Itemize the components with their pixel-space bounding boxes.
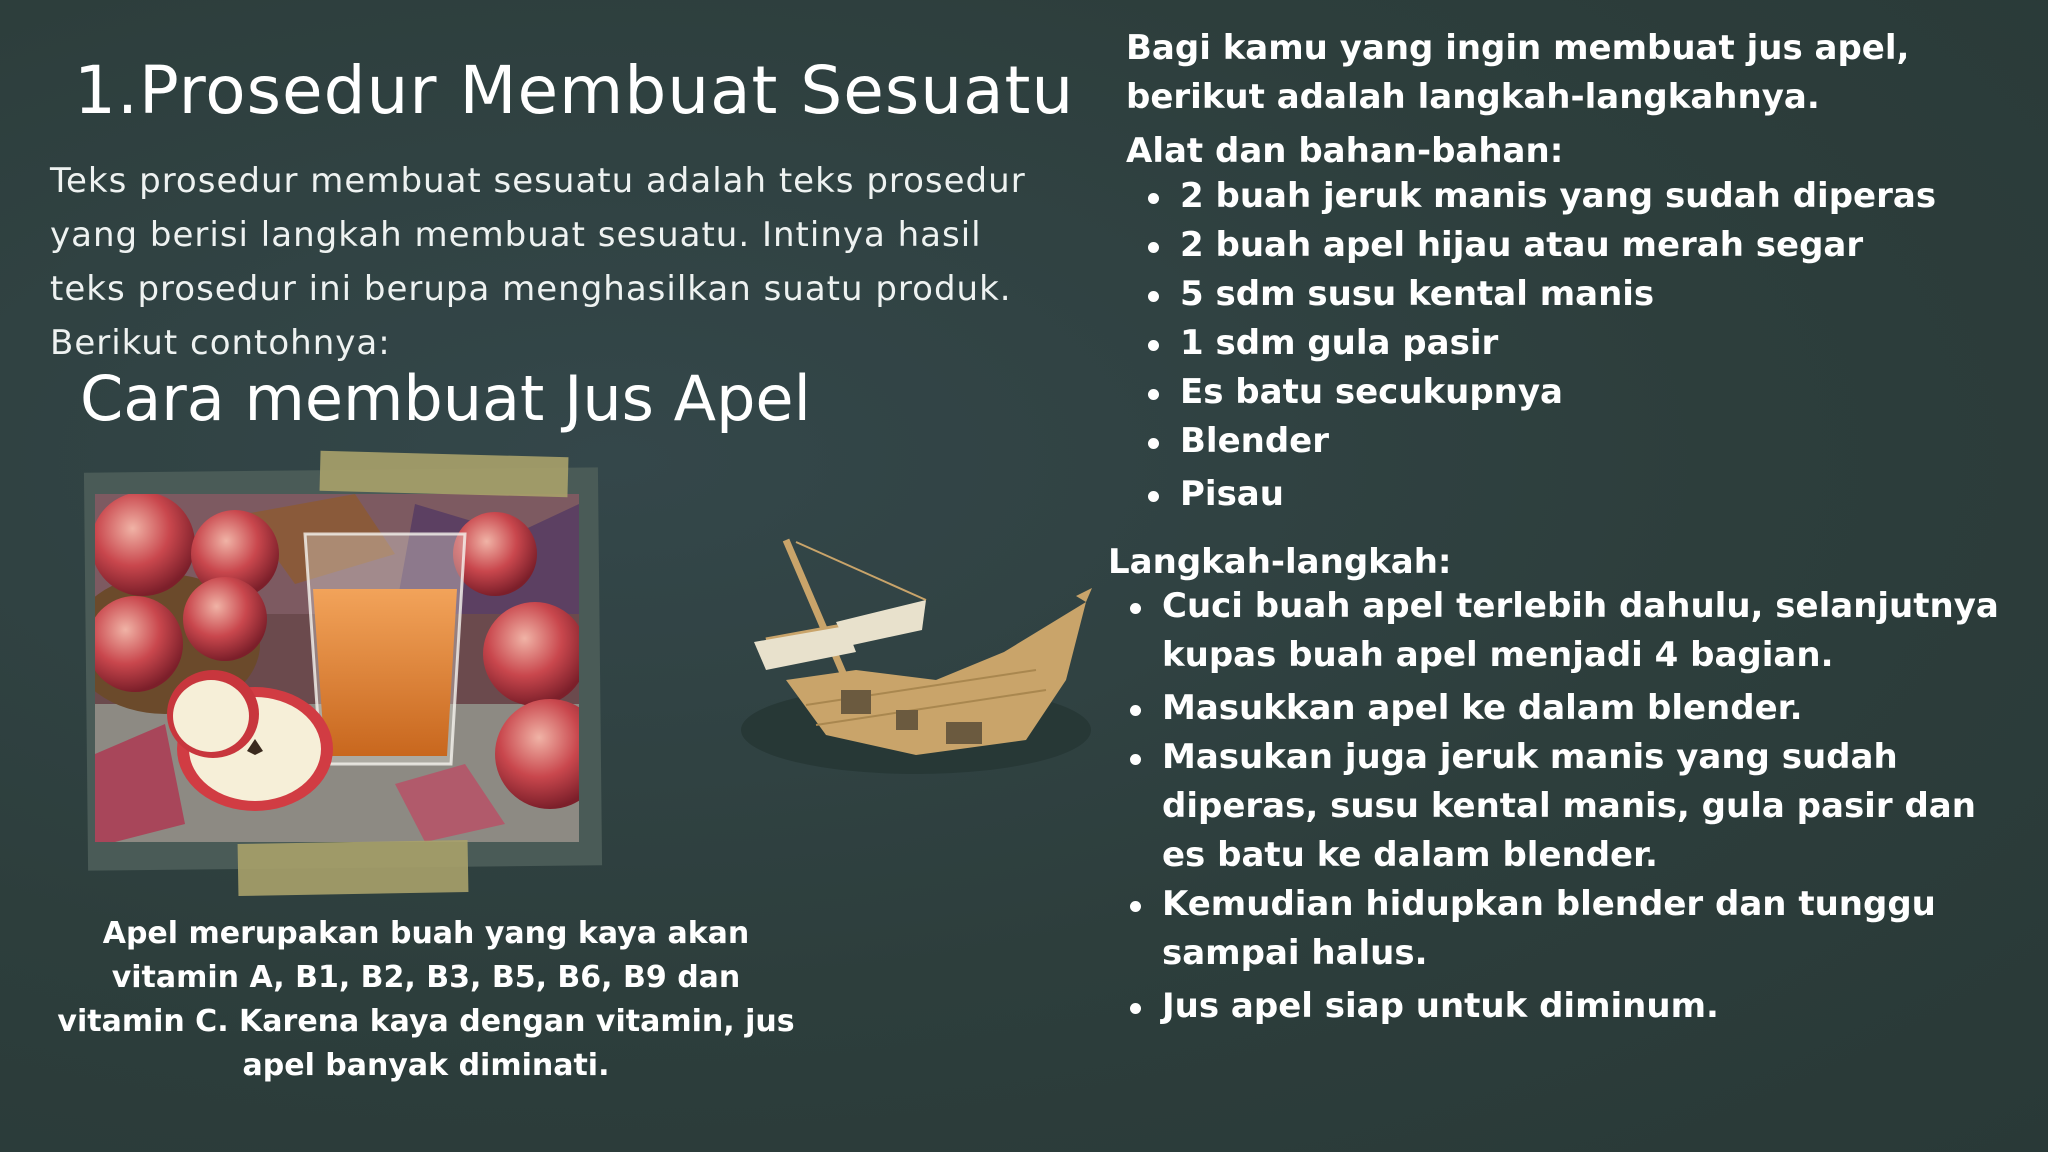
list-item: Jus apel siap untuk diminum. bbox=[1128, 982, 2028, 1031]
list-item: Masukkan apel ke dalam blender. bbox=[1128, 684, 2028, 733]
recipe-intro: Bagi kamu yang ingin membuat jus apel, berikut adalah langkah-langkahnya. bbox=[1126, 28, 1910, 117]
tape-decoration-top bbox=[320, 451, 569, 497]
list-item: Cuci buah apel terlebih dahulu, selanjutnya kupas buah apel menjadi 4 bagian. bbox=[1128, 582, 2028, 680]
list-item: Pisau bbox=[1146, 470, 1936, 519]
list-item: Masukan juga jeruk manis yang sudah diperas, susu kental manis, gula pasir dan es batu ke dalam blender. bbox=[1128, 733, 2028, 880]
list-item: 2 buah jeruk manis yang sudah diperas bbox=[1146, 172, 1936, 221]
list-item: Kemudian hidupkan blender dan tunggu sampai halus. bbox=[1128, 880, 2028, 978]
apple-juice-photo bbox=[95, 494, 579, 842]
tools-heading: Alat dan bahan-bahan: bbox=[1126, 131, 1564, 171]
steps-list bbox=[1128, 582, 2028, 1031]
steps-heading: Langkah-langkah: bbox=[1108, 542, 1452, 582]
tools-list bbox=[1146, 172, 1936, 519]
list-item: 1 sdm gula pasir bbox=[1146, 319, 1936, 368]
tape-decoration-bottom bbox=[238, 840, 469, 896]
intro-paragraph: Teks prosedur membuat sesuatu adalah teks prosedur yang berisi langkah membuat sesuatu. Intinya hasil teks prosedur ini berupa menghasilkan suatu produk. Berikut contohnya: bbox=[50, 161, 1026, 363]
list-item: 5 sdm susu kental manis bbox=[1146, 270, 1936, 319]
photo-caption: Apel merupakan buah yang kaya akan vitamin A, B1, B2, B3, B5, B6, B9 dan vitamin C. Karena kaya dengan vitamin, jus apel banyak diminati. bbox=[57, 916, 795, 1083]
list-item: 2 buah apel hijau atau merah segar bbox=[1146, 221, 1936, 270]
list-item: Es batu secukupnya bbox=[1146, 368, 1936, 417]
sinking-ship-illustration bbox=[736, 530, 1096, 790]
list-item: Blender bbox=[1146, 417, 1936, 466]
page-title: 1.Prosedur Membuat Sesuatu bbox=[74, 52, 1075, 129]
section-subtitle: Cara membuat Jus Apel bbox=[80, 362, 811, 435]
